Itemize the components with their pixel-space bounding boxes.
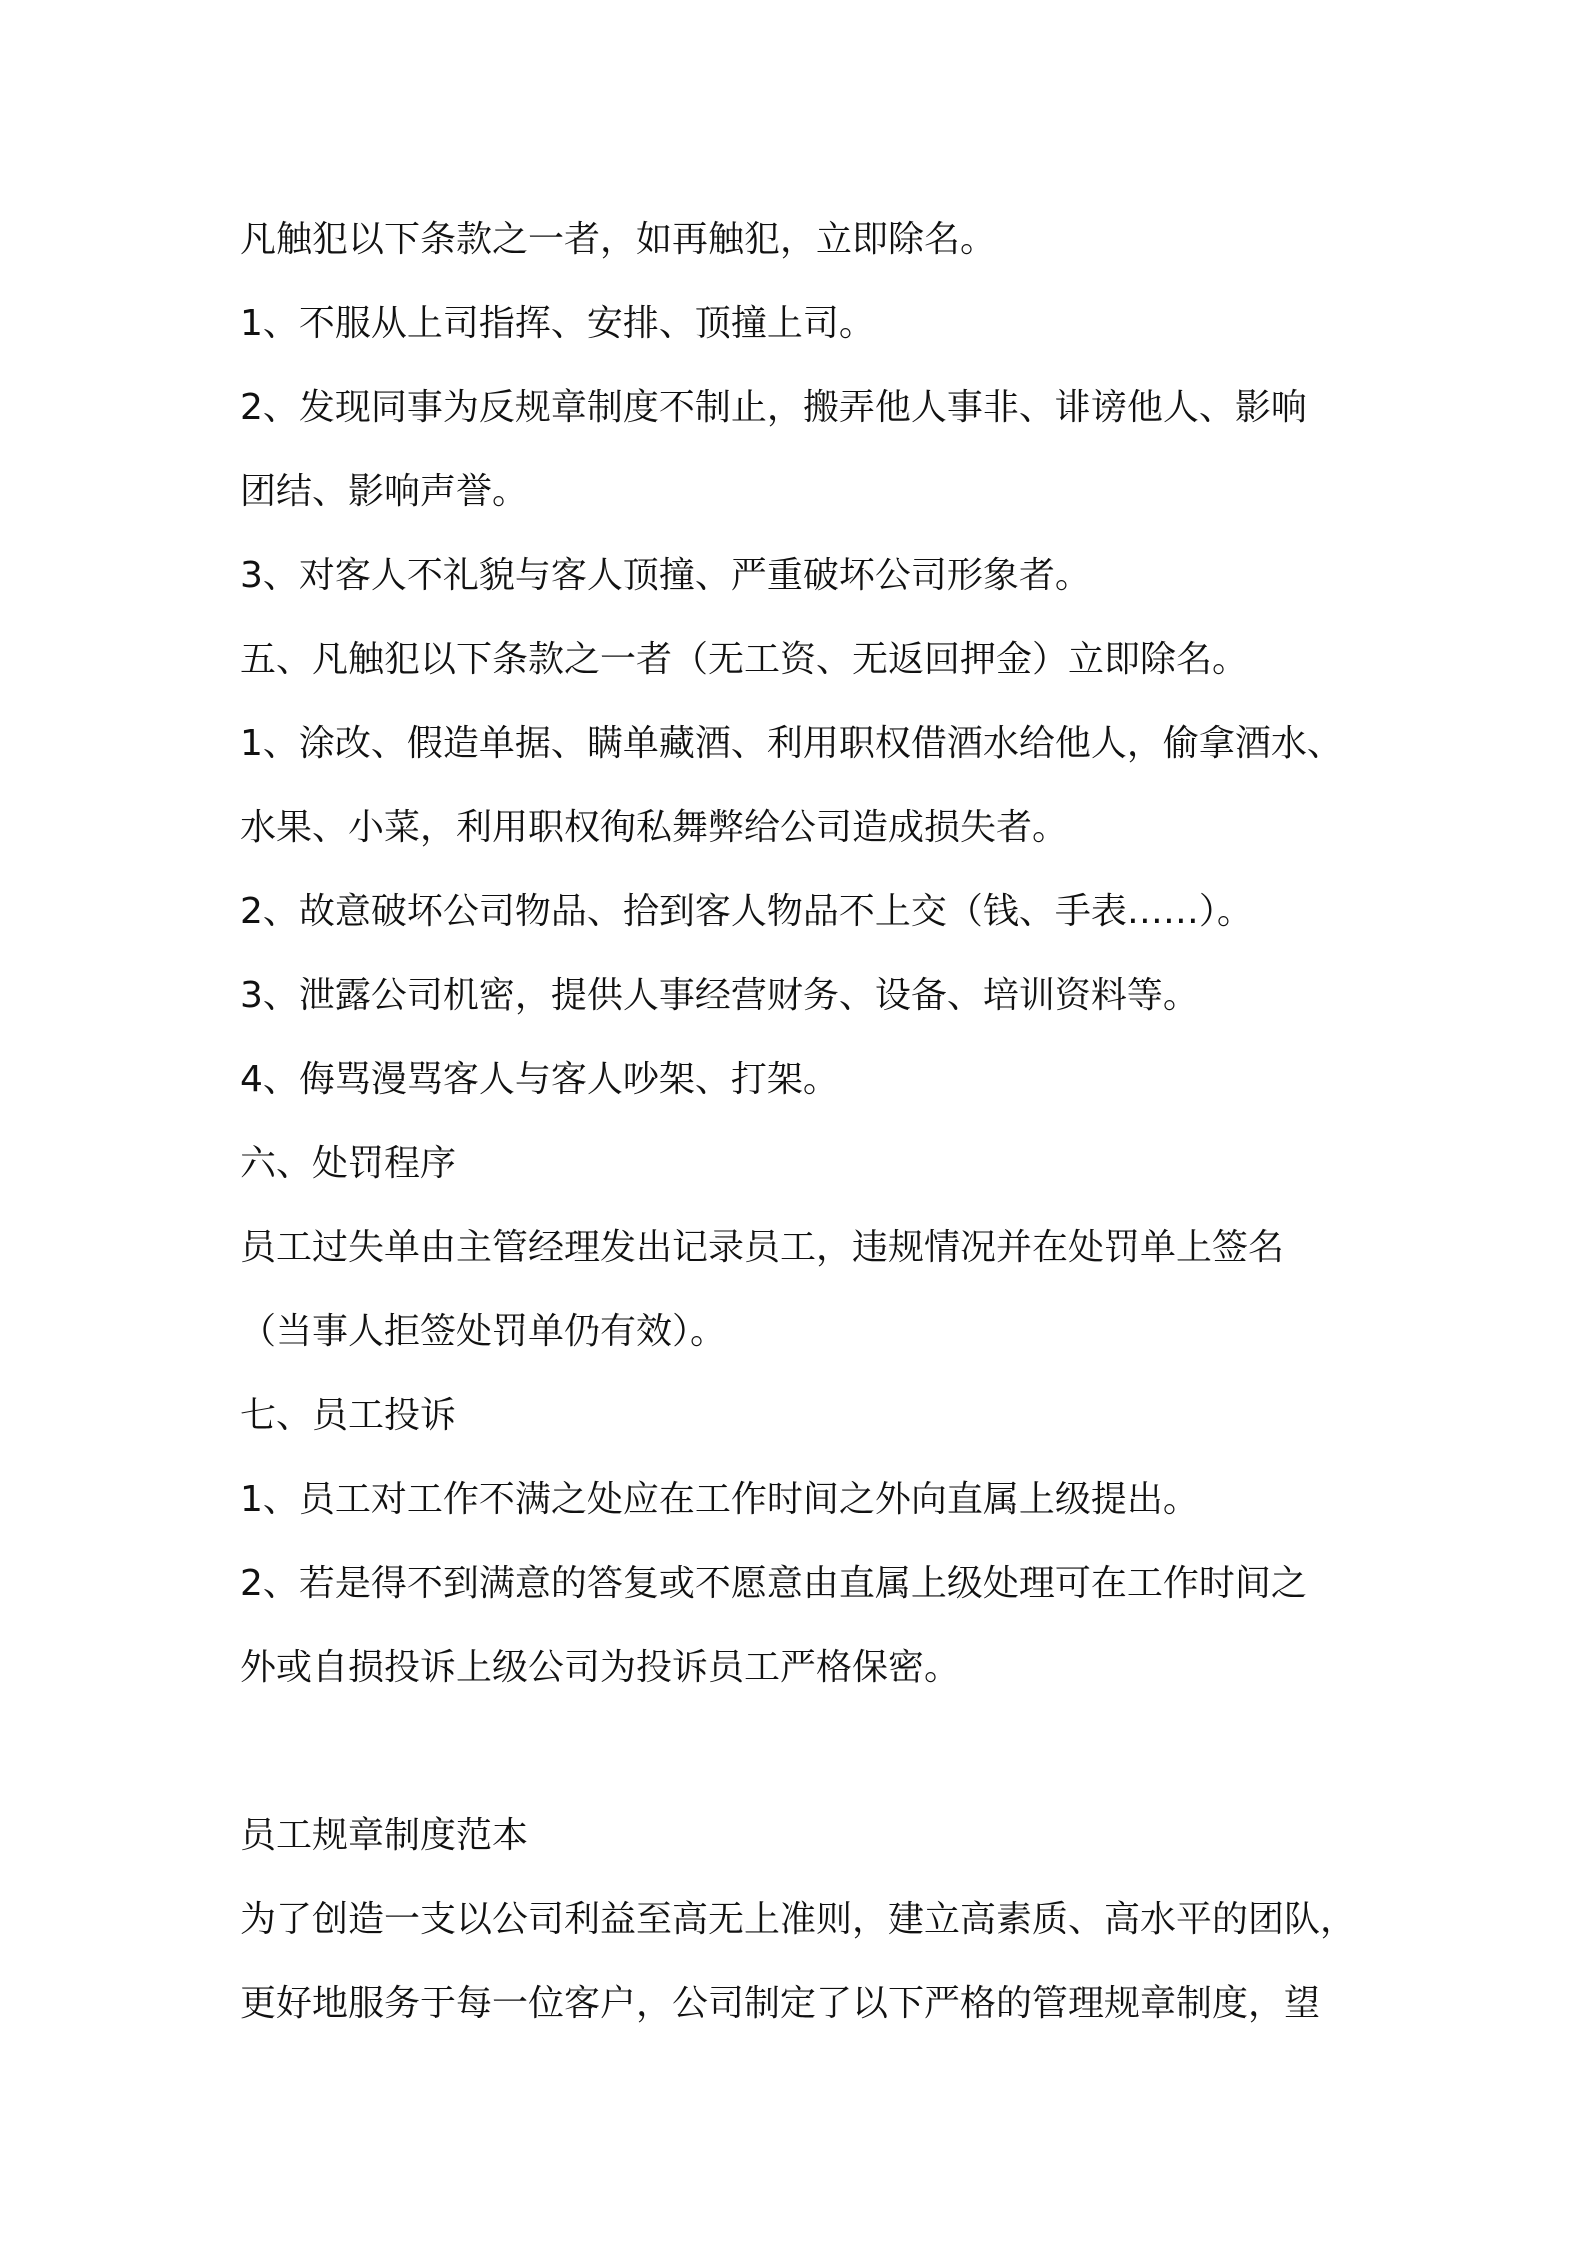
document-title: 员工规章制度范本	[240, 1815, 529, 1856]
text-line: 4、侮骂漫骂客人与客人吵架、打架。	[240, 1059, 839, 1100]
text-line: 1、涂改、假造单据、瞒单藏酒、利用职权借酒水给他人，偷拿酒水、	[240, 723, 1343, 764]
text-line: 团结、影响声誉。	[240, 471, 529, 512]
text-line: 1、不服从上司指挥、安排、顶撞上司。	[240, 303, 875, 344]
document-body	[240, 198, 1380, 2046]
section-heading: 七、员工投诉	[240, 1395, 457, 1436]
text-line: 凡触犯以下条款之一者，如再触犯，立即除名。	[240, 219, 997, 260]
section-heading: 六、处罚程序	[240, 1143, 457, 1184]
text-line: 水果、小菜，利用职权徇私舞弊给公司造成损失者。	[240, 807, 1069, 848]
text-line: 员工过失单由主管经理发出记录员工，违规情况并在处罚单上签名	[240, 1227, 1285, 1268]
text-line: （当事人拒签处罚单仍有效）。	[240, 1311, 727, 1352]
text-line: 更好地服务于每一位客户，公司制定了以下严格的管理规章制度，望	[240, 1983, 1321, 2024]
text-line: 2、若是得不到满意的答复或不愿意由直属上级处理可在工作时间之	[240, 1563, 1307, 1604]
text-line: 1、员工对工作不满之处应在工作时间之外向直属上级提出。	[240, 1479, 1199, 1520]
text-line: 外或自损投诉上级公司为投诉员工严格保密。	[240, 1647, 961, 1688]
text-line: 3、对客人不礼貌与客人顶撞、严重破坏公司形象者。	[240, 555, 1091, 596]
text-line: 为了创造一支以公司利益至高无上准则，建立高素质、高水平的团队，	[240, 1899, 1357, 1940]
text-line: 3、泄露公司机密，提供人事经营财务、设备、培训资料等。	[240, 975, 1199, 1016]
text-line: 2、故意破坏公司物品、拾到客人物品不上交（钱、手表……）。	[240, 891, 1253, 932]
paragraph-gap	[240, 1710, 1380, 1794]
section-heading: 五、凡触犯以下条款之一者（无工资、无返回押金）立即除名。	[240, 639, 1249, 680]
text-line: 2、发现同事为反规章制度不制止，搬弄他人事非、诽谤他人、影响	[240, 387, 1307, 428]
